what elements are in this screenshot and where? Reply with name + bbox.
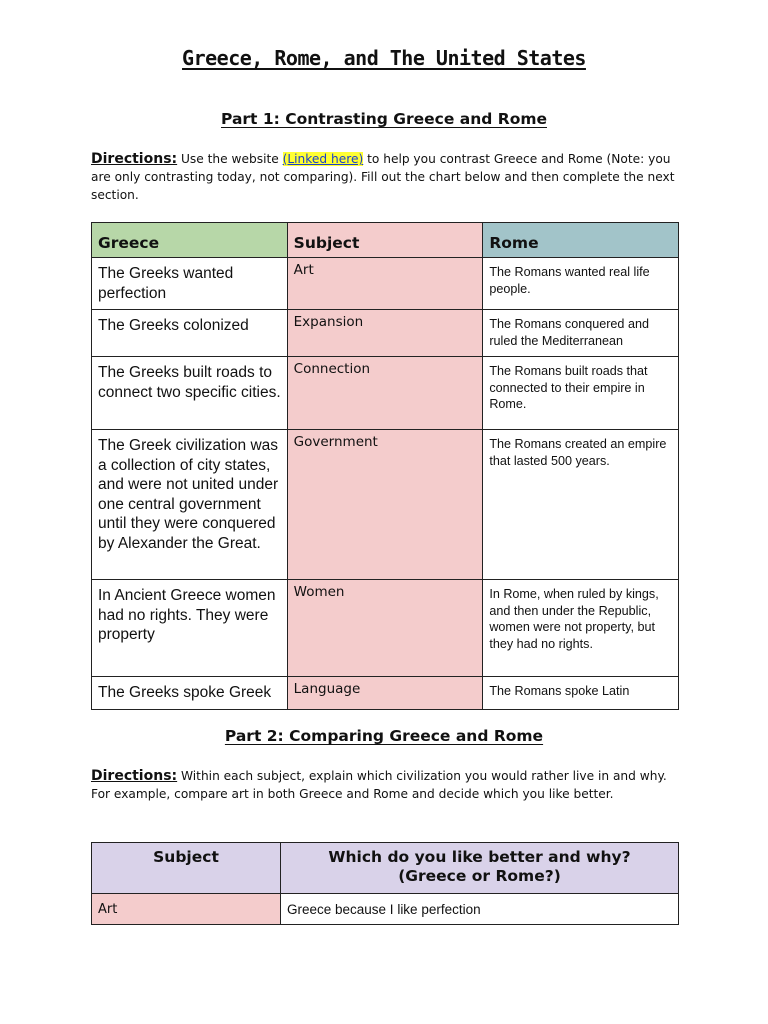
rome-cell[interactable]: The Romans built roads that connected to their empire in Rome. (483, 357, 679, 430)
table-row (92, 258, 679, 310)
directions-label: Directions: (91, 151, 178, 167)
compare-header-row (92, 843, 679, 894)
directions-text-post: to help you contrast Greece and Rome (Note: you are only contrasting today, not comparing). Fill out the chart below and then complete the next section. (91, 152, 675, 202)
part2-directions (91, 767, 681, 803)
rome-cell[interactable]: The Romans created an empire that lasted 500 years. (483, 430, 679, 580)
subject-cell: Women (287, 580, 483, 677)
website-link[interactable]: (Linked here) (282, 152, 364, 166)
table-row (92, 430, 679, 580)
table-row (92, 310, 679, 357)
document-title: Greece, Rome, and The United States (182, 46, 586, 70)
subject-cell: Connection (287, 357, 483, 430)
rome-cell[interactable]: The Romans spoke Latin (483, 677, 679, 710)
directions-text-pre: Use the website (181, 152, 283, 166)
answer-cell[interactable]: Greece because I like perfection (281, 894, 679, 925)
header-rome: Rome (483, 223, 679, 258)
subject-cell: Expansion (287, 310, 483, 357)
greece-cell[interactable]: The Greeks colonized (92, 310, 288, 357)
table-row (92, 357, 679, 430)
rome-cell[interactable]: The Romans conquered and ruled the Mediterranean (483, 310, 679, 357)
contrast-table (91, 222, 679, 710)
table-row (92, 677, 679, 710)
greece-cell[interactable]: In Ancient Greece women had no rights. They were property (92, 580, 288, 677)
rome-cell[interactable]: In Rome, when ruled by kings, and then under the Republic, women were not property, but they had no rights. (483, 580, 679, 677)
subject-cell: Art (287, 258, 483, 310)
header-question-line2: (Greece or Rome?) (398, 867, 561, 885)
subject-cell: Government (287, 430, 483, 580)
directions-label: Directions: (91, 768, 178, 784)
greece-cell[interactable]: The Greeks built roads to connect two specific cities. (92, 357, 288, 430)
part2-heading: Part 2: Comparing Greece and Rome (224, 727, 544, 745)
greece-cell[interactable]: The Greek civilization was a collection of city states, and were not united under one central government until they were conquered by Alexander the Great. (92, 430, 288, 580)
table-row (92, 580, 679, 677)
directions-text: Within each subject, explain which civilization you would rather live in and why. For example, compare art in both Greece and Rome and decide which you like better. (91, 769, 667, 801)
header-question-line1: Which do you like better and why? (328, 848, 631, 866)
header-subject: Subject (92, 843, 281, 894)
part1-heading: Part 1: Contrasting Greece and Rome (221, 110, 547, 128)
subject-cell: Language (287, 677, 483, 710)
header-question (281, 843, 679, 894)
compare-table (91, 842, 679, 925)
part1-directions (91, 150, 681, 204)
greece-cell[interactable]: The Greeks wanted perfection (92, 258, 288, 310)
header-greece: Greece (92, 223, 288, 258)
greece-cell[interactable]: The Greeks spoke Greek (92, 677, 288, 710)
rome-cell[interactable]: The Romans wanted real life people. (483, 258, 679, 310)
table-row (92, 894, 679, 925)
subject-cell: Art (92, 894, 281, 925)
contrast-header-row (92, 223, 679, 258)
header-subject: Subject (287, 223, 483, 258)
